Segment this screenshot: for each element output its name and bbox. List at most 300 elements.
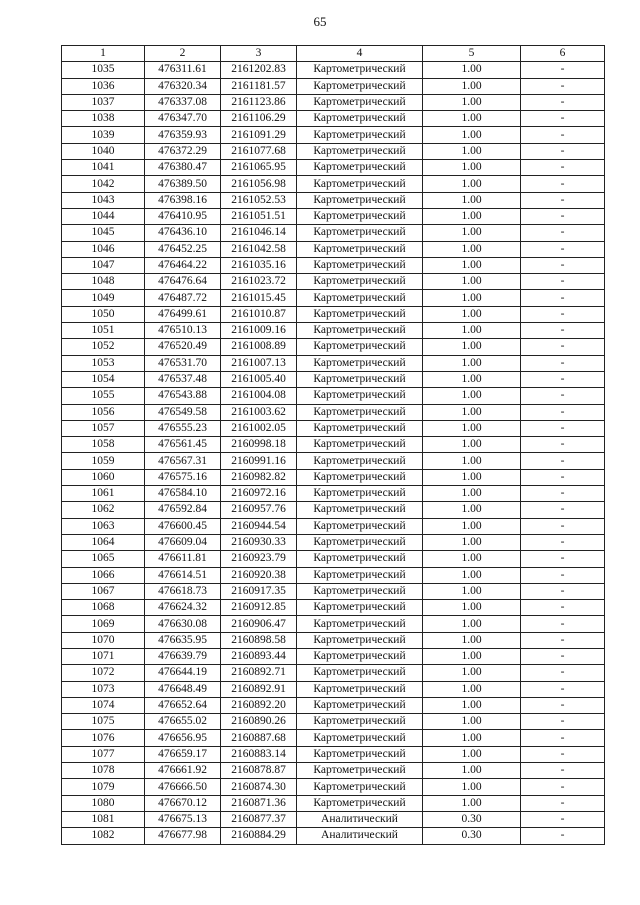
note-cell: - xyxy=(521,355,605,371)
y-coordinate-cell: 2160884.29 xyxy=(221,828,297,844)
method-cell: Картометрический xyxy=(297,632,423,648)
accuracy-cell: 1.00 xyxy=(423,160,521,176)
point-number-cell: 1075 xyxy=(62,714,145,730)
accuracy-cell: 1.00 xyxy=(423,534,521,550)
method-cell: Картометрический xyxy=(297,616,423,632)
note-cell: - xyxy=(521,632,605,648)
x-coordinate-cell: 476555.23 xyxy=(145,420,221,436)
method-cell: Картометрический xyxy=(297,160,423,176)
method-cell: Картометрический xyxy=(297,290,423,306)
note-cell: - xyxy=(521,714,605,730)
point-number-cell: 1048 xyxy=(62,274,145,290)
table-row xyxy=(62,567,605,583)
method-cell: Картометрический xyxy=(297,78,423,94)
method-cell: Картометрический xyxy=(297,648,423,664)
method-cell: Аналитический xyxy=(297,828,423,844)
note-cell: - xyxy=(521,420,605,436)
note-cell: - xyxy=(521,648,605,664)
y-coordinate-cell: 2160982.82 xyxy=(221,469,297,485)
point-number-cell: 1081 xyxy=(62,811,145,827)
table-row xyxy=(62,241,605,257)
table-row xyxy=(62,404,605,420)
y-coordinate-cell: 2161004.08 xyxy=(221,388,297,404)
table-row xyxy=(62,306,605,322)
method-cell: Картометрический xyxy=(297,697,423,713)
method-cell: Картометрический xyxy=(297,469,423,485)
point-number-cell: 1066 xyxy=(62,567,145,583)
note-cell: - xyxy=(521,225,605,241)
method-cell: Картометрический xyxy=(297,208,423,224)
table-row xyxy=(62,714,605,730)
table-row xyxy=(62,257,605,273)
table-row xyxy=(62,127,605,143)
accuracy-cell: 1.00 xyxy=(423,127,521,143)
accuracy-cell: 1.00 xyxy=(423,583,521,599)
accuracy-cell: 1.00 xyxy=(423,94,521,110)
note-cell: - xyxy=(521,127,605,143)
table-row xyxy=(62,486,605,502)
y-coordinate-cell: 2161023.72 xyxy=(221,274,297,290)
accuracy-cell: 1.00 xyxy=(423,404,521,420)
note-cell: - xyxy=(521,518,605,534)
method-cell: Картометрический xyxy=(297,274,423,290)
point-number-cell: 1068 xyxy=(62,600,145,616)
y-coordinate-cell: 2160893.44 xyxy=(221,648,297,664)
note-cell: - xyxy=(521,323,605,339)
point-number-cell: 1046 xyxy=(62,241,145,257)
x-coordinate-cell: 476410.95 xyxy=(145,208,221,224)
x-coordinate-cell: 476549.58 xyxy=(145,404,221,420)
note-cell: - xyxy=(521,404,605,420)
column-header: 5 xyxy=(423,46,521,62)
x-coordinate-cell: 476487.72 xyxy=(145,290,221,306)
y-coordinate-cell: 2161042.58 xyxy=(221,241,297,257)
y-coordinate-cell: 2160883.14 xyxy=(221,746,297,762)
table-row xyxy=(62,681,605,697)
method-cell: Картометрический xyxy=(297,420,423,436)
y-coordinate-cell: 2161056.98 xyxy=(221,176,297,192)
y-coordinate-cell: 2161005.40 xyxy=(221,371,297,387)
table-row xyxy=(62,176,605,192)
accuracy-cell: 1.00 xyxy=(423,551,521,567)
y-coordinate-cell: 2160874.30 xyxy=(221,779,297,795)
y-coordinate-cell: 2160972.16 xyxy=(221,486,297,502)
note-cell: - xyxy=(521,730,605,746)
method-cell: Картометрический xyxy=(297,62,423,78)
note-cell: - xyxy=(521,241,605,257)
method-cell: Картометрический xyxy=(297,502,423,518)
point-number-cell: 1051 xyxy=(62,323,145,339)
x-coordinate-cell: 476609.04 xyxy=(145,534,221,550)
y-coordinate-cell: 2160892.91 xyxy=(221,681,297,697)
method-cell: Картометрический xyxy=(297,665,423,681)
point-number-cell: 1058 xyxy=(62,437,145,453)
x-coordinate-cell: 476531.70 xyxy=(145,355,221,371)
point-number-cell: 1073 xyxy=(62,681,145,697)
table-row xyxy=(62,355,605,371)
accuracy-cell: 1.00 xyxy=(423,388,521,404)
y-coordinate-cell: 2161003.62 xyxy=(221,404,297,420)
point-number-cell: 1067 xyxy=(62,583,145,599)
note-cell: - xyxy=(521,371,605,387)
table-row xyxy=(62,648,605,664)
x-coordinate-cell: 476630.08 xyxy=(145,616,221,632)
method-cell: Картометрический xyxy=(297,323,423,339)
accuracy-cell: 1.00 xyxy=(423,62,521,78)
note-cell: - xyxy=(521,192,605,208)
accuracy-cell: 1.00 xyxy=(423,518,521,534)
method-cell: Картометрический xyxy=(297,404,423,420)
y-coordinate-cell: 2161009.16 xyxy=(221,323,297,339)
x-coordinate-cell: 476347.70 xyxy=(145,111,221,127)
point-number-cell: 1064 xyxy=(62,534,145,550)
method-cell: Картометрический xyxy=(297,143,423,159)
note-cell: - xyxy=(521,828,605,844)
method-cell: Картометрический xyxy=(297,355,423,371)
point-number-cell: 1080 xyxy=(62,795,145,811)
point-number-cell: 1059 xyxy=(62,453,145,469)
point-number-cell: 1045 xyxy=(62,225,145,241)
y-coordinate-cell: 2161052.53 xyxy=(221,192,297,208)
accuracy-cell: 1.00 xyxy=(423,176,521,192)
y-coordinate-cell: 2161035.16 xyxy=(221,257,297,273)
note-cell: - xyxy=(521,62,605,78)
method-cell: Картометрический xyxy=(297,518,423,534)
x-coordinate-cell: 476359.93 xyxy=(145,127,221,143)
point-number-cell: 1047 xyxy=(62,257,145,273)
y-coordinate-cell: 2160892.71 xyxy=(221,665,297,681)
accuracy-cell: 1.00 xyxy=(423,763,521,779)
accuracy-cell: 1.00 xyxy=(423,681,521,697)
method-cell: Картометрический xyxy=(297,225,423,241)
column-header: 2 xyxy=(145,46,221,62)
note-cell: - xyxy=(521,502,605,518)
y-coordinate-cell: 2160957.76 xyxy=(221,502,297,518)
x-coordinate-cell: 476618.73 xyxy=(145,583,221,599)
method-cell: Картометрический xyxy=(297,714,423,730)
table-row xyxy=(62,746,605,762)
point-number-cell: 1072 xyxy=(62,665,145,681)
accuracy-cell: 1.00 xyxy=(423,274,521,290)
x-coordinate-cell: 476520.49 xyxy=(145,339,221,355)
accuracy-cell: 0.30 xyxy=(423,811,521,827)
note-cell: - xyxy=(521,697,605,713)
method-cell: Картометрический xyxy=(297,437,423,453)
table-row xyxy=(62,78,605,94)
note-cell: - xyxy=(521,208,605,224)
x-coordinate-cell: 476652.64 xyxy=(145,697,221,713)
point-number-cell: 1076 xyxy=(62,730,145,746)
note-cell: - xyxy=(521,176,605,192)
point-number-cell: 1055 xyxy=(62,388,145,404)
y-coordinate-cell: 2160930.33 xyxy=(221,534,297,550)
note-cell: - xyxy=(521,583,605,599)
table-row xyxy=(62,697,605,713)
x-coordinate-cell: 476372.29 xyxy=(145,143,221,159)
table-row xyxy=(62,420,605,436)
method-cell: Картометрический xyxy=(297,371,423,387)
note-cell: - xyxy=(521,486,605,502)
y-coordinate-cell: 2160890.26 xyxy=(221,714,297,730)
table-row xyxy=(62,632,605,648)
point-number-cell: 1060 xyxy=(62,469,145,485)
x-coordinate-cell: 476311.61 xyxy=(145,62,221,78)
table-row xyxy=(62,323,605,339)
y-coordinate-cell: 2160944.54 xyxy=(221,518,297,534)
method-cell: Картометрический xyxy=(297,746,423,762)
method-cell: Картометрический xyxy=(297,94,423,110)
method-cell: Картометрический xyxy=(297,486,423,502)
x-coordinate-cell: 476624.32 xyxy=(145,600,221,616)
note-cell: - xyxy=(521,616,605,632)
accuracy-cell: 1.00 xyxy=(423,208,521,224)
method-cell: Картометрический xyxy=(297,795,423,811)
point-number-cell: 1039 xyxy=(62,127,145,143)
x-coordinate-cell: 476337.08 xyxy=(145,94,221,110)
table-row xyxy=(62,160,605,176)
method-cell: Картометрический xyxy=(297,534,423,550)
y-coordinate-cell: 2160877.37 xyxy=(221,811,297,827)
point-number-cell: 1041 xyxy=(62,160,145,176)
note-cell: - xyxy=(521,795,605,811)
point-number-cell: 1035 xyxy=(62,62,145,78)
point-number-cell: 1037 xyxy=(62,94,145,110)
accuracy-cell: 1.00 xyxy=(423,697,521,713)
x-coordinate-cell: 476659.17 xyxy=(145,746,221,762)
x-coordinate-cell: 476656.95 xyxy=(145,730,221,746)
point-number-cell: 1036 xyxy=(62,78,145,94)
method-cell: Картометрический xyxy=(297,241,423,257)
accuracy-cell: 1.00 xyxy=(423,746,521,762)
x-coordinate-cell: 476675.13 xyxy=(145,811,221,827)
point-number-cell: 1056 xyxy=(62,404,145,420)
accuracy-cell: 1.00 xyxy=(423,78,521,94)
method-cell: Картометрический xyxy=(297,257,423,273)
x-coordinate-cell: 476666.50 xyxy=(145,779,221,795)
table-row xyxy=(62,534,605,550)
method-cell: Картометрический xyxy=(297,600,423,616)
column-header: 6 xyxy=(521,46,605,62)
y-coordinate-cell: 2160923.79 xyxy=(221,551,297,567)
y-coordinate-cell: 2161077.68 xyxy=(221,143,297,159)
note-cell: - xyxy=(521,388,605,404)
accuracy-cell: 1.00 xyxy=(423,355,521,371)
note-cell: - xyxy=(521,257,605,273)
table-row xyxy=(62,111,605,127)
method-cell: Картометрический xyxy=(297,111,423,127)
table-row xyxy=(62,551,605,567)
y-coordinate-cell: 2160991.16 xyxy=(221,453,297,469)
note-cell: - xyxy=(521,681,605,697)
point-number-cell: 1050 xyxy=(62,306,145,322)
table-row xyxy=(62,62,605,78)
note-cell: - xyxy=(521,453,605,469)
accuracy-cell: 1.00 xyxy=(423,453,521,469)
accuracy-cell: 1.00 xyxy=(423,420,521,436)
accuracy-cell: 1.00 xyxy=(423,567,521,583)
accuracy-cell: 1.00 xyxy=(423,111,521,127)
method-cell: Картометрический xyxy=(297,567,423,583)
x-coordinate-cell: 476543.88 xyxy=(145,388,221,404)
x-coordinate-cell: 476670.12 xyxy=(145,795,221,811)
x-coordinate-cell: 476476.64 xyxy=(145,274,221,290)
point-number-cell: 1049 xyxy=(62,290,145,306)
x-coordinate-cell: 476320.34 xyxy=(145,78,221,94)
x-coordinate-cell: 476464.22 xyxy=(145,257,221,273)
table-row xyxy=(62,453,605,469)
coordinates-table xyxy=(61,45,605,845)
x-coordinate-cell: 476389.50 xyxy=(145,176,221,192)
y-coordinate-cell: 2161181.57 xyxy=(221,78,297,94)
accuracy-cell: 1.00 xyxy=(423,795,521,811)
note-cell: - xyxy=(521,437,605,453)
table-row xyxy=(62,779,605,795)
point-number-cell: 1077 xyxy=(62,746,145,762)
column-header: 1 xyxy=(62,46,145,62)
table-row xyxy=(62,274,605,290)
accuracy-cell: 1.00 xyxy=(423,632,521,648)
y-coordinate-cell: 2161015.45 xyxy=(221,290,297,306)
x-coordinate-cell: 476436.10 xyxy=(145,225,221,241)
point-number-cell: 1054 xyxy=(62,371,145,387)
method-cell: Картометрический xyxy=(297,192,423,208)
x-coordinate-cell: 476648.49 xyxy=(145,681,221,697)
note-cell: - xyxy=(521,551,605,567)
method-cell: Картометрический xyxy=(297,681,423,697)
accuracy-cell: 1.00 xyxy=(423,502,521,518)
point-number-cell: 1042 xyxy=(62,176,145,192)
x-coordinate-cell: 476600.45 xyxy=(145,518,221,534)
x-coordinate-cell: 476561.45 xyxy=(145,437,221,453)
table-row xyxy=(62,502,605,518)
point-number-cell: 1057 xyxy=(62,420,145,436)
point-number-cell: 1040 xyxy=(62,143,145,159)
accuracy-cell: 1.00 xyxy=(423,306,521,322)
x-coordinate-cell: 476639.79 xyxy=(145,648,221,664)
point-number-cell: 1079 xyxy=(62,779,145,795)
table-row xyxy=(62,143,605,159)
y-coordinate-cell: 2160898.58 xyxy=(221,632,297,648)
y-coordinate-cell: 2160998.18 xyxy=(221,437,297,453)
note-cell: - xyxy=(521,469,605,485)
accuracy-cell: 1.00 xyxy=(423,225,521,241)
table-row xyxy=(62,339,605,355)
x-coordinate-cell: 476655.02 xyxy=(145,714,221,730)
table-row xyxy=(62,795,605,811)
method-cell: Картометрический xyxy=(297,339,423,355)
method-cell: Картометрический xyxy=(297,388,423,404)
table-row xyxy=(62,371,605,387)
y-coordinate-cell: 2161010.87 xyxy=(221,306,297,322)
accuracy-cell: 1.00 xyxy=(423,257,521,273)
y-coordinate-cell: 2160917.35 xyxy=(221,583,297,599)
column-header: 4 xyxy=(297,46,423,62)
note-cell: - xyxy=(521,665,605,681)
accuracy-cell: 1.00 xyxy=(423,437,521,453)
y-coordinate-cell: 2160912.85 xyxy=(221,600,297,616)
point-number-cell: 1082 xyxy=(62,828,145,844)
x-coordinate-cell: 476398.16 xyxy=(145,192,221,208)
table-row xyxy=(62,290,605,306)
method-cell: Картометрический xyxy=(297,583,423,599)
table-row xyxy=(62,665,605,681)
y-coordinate-cell: 2160906.47 xyxy=(221,616,297,632)
x-coordinate-cell: 476567.31 xyxy=(145,453,221,469)
y-coordinate-cell: 2161007.13 xyxy=(221,355,297,371)
note-cell: - xyxy=(521,290,605,306)
y-coordinate-cell: 2160887.68 xyxy=(221,730,297,746)
table-row xyxy=(62,828,605,844)
point-number-cell: 1078 xyxy=(62,763,145,779)
point-number-cell: 1053 xyxy=(62,355,145,371)
x-coordinate-cell: 476510.13 xyxy=(145,323,221,339)
x-coordinate-cell: 476452.25 xyxy=(145,241,221,257)
table-row xyxy=(62,730,605,746)
table-row xyxy=(62,192,605,208)
accuracy-cell: 1.00 xyxy=(423,714,521,730)
method-cell: Картометрический xyxy=(297,176,423,192)
note-cell: - xyxy=(521,94,605,110)
method-cell: Картометрический xyxy=(297,306,423,322)
note-cell: - xyxy=(521,143,605,159)
table-row xyxy=(62,811,605,827)
accuracy-cell: 1.00 xyxy=(423,779,521,795)
accuracy-cell: 1.00 xyxy=(423,192,521,208)
note-cell: - xyxy=(521,78,605,94)
y-coordinate-cell: 2160871.36 xyxy=(221,795,297,811)
y-coordinate-cell: 2161051.51 xyxy=(221,208,297,224)
y-coordinate-cell: 2160892.20 xyxy=(221,697,297,713)
accuracy-cell: 1.00 xyxy=(423,241,521,257)
method-cell: Картометрический xyxy=(297,763,423,779)
point-number-cell: 1063 xyxy=(62,518,145,534)
table-row xyxy=(62,388,605,404)
y-coordinate-cell: 2161065.95 xyxy=(221,160,297,176)
point-number-cell: 1044 xyxy=(62,208,145,224)
method-cell: Картометрический xyxy=(297,730,423,746)
method-cell: Картометрический xyxy=(297,127,423,143)
table-row xyxy=(62,437,605,453)
note-cell: - xyxy=(521,811,605,827)
x-coordinate-cell: 476592.84 xyxy=(145,502,221,518)
note-cell: - xyxy=(521,567,605,583)
table-row xyxy=(62,763,605,779)
note-cell: - xyxy=(521,746,605,762)
y-coordinate-cell: 2161002.05 xyxy=(221,420,297,436)
point-number-cell: 1070 xyxy=(62,632,145,648)
accuracy-cell: 1.00 xyxy=(423,143,521,159)
note-cell: - xyxy=(521,600,605,616)
x-coordinate-cell: 476611.81 xyxy=(145,551,221,567)
accuracy-cell: 1.00 xyxy=(423,486,521,502)
accuracy-cell: 1.00 xyxy=(423,616,521,632)
table-row xyxy=(62,583,605,599)
x-coordinate-cell: 476575.16 xyxy=(145,469,221,485)
x-coordinate-cell: 476614.51 xyxy=(145,567,221,583)
y-coordinate-cell: 2161123.86 xyxy=(221,94,297,110)
table-row xyxy=(62,208,605,224)
note-cell: - xyxy=(521,339,605,355)
accuracy-cell: 1.00 xyxy=(423,600,521,616)
note-cell: - xyxy=(521,306,605,322)
y-coordinate-cell: 2161202.83 xyxy=(221,62,297,78)
accuracy-cell: 1.00 xyxy=(423,371,521,387)
y-coordinate-cell: 2160878.87 xyxy=(221,763,297,779)
table-row xyxy=(62,94,605,110)
accuracy-cell: 1.00 xyxy=(423,323,521,339)
x-coordinate-cell: 476584.10 xyxy=(145,486,221,502)
x-coordinate-cell: 476499.61 xyxy=(145,306,221,322)
